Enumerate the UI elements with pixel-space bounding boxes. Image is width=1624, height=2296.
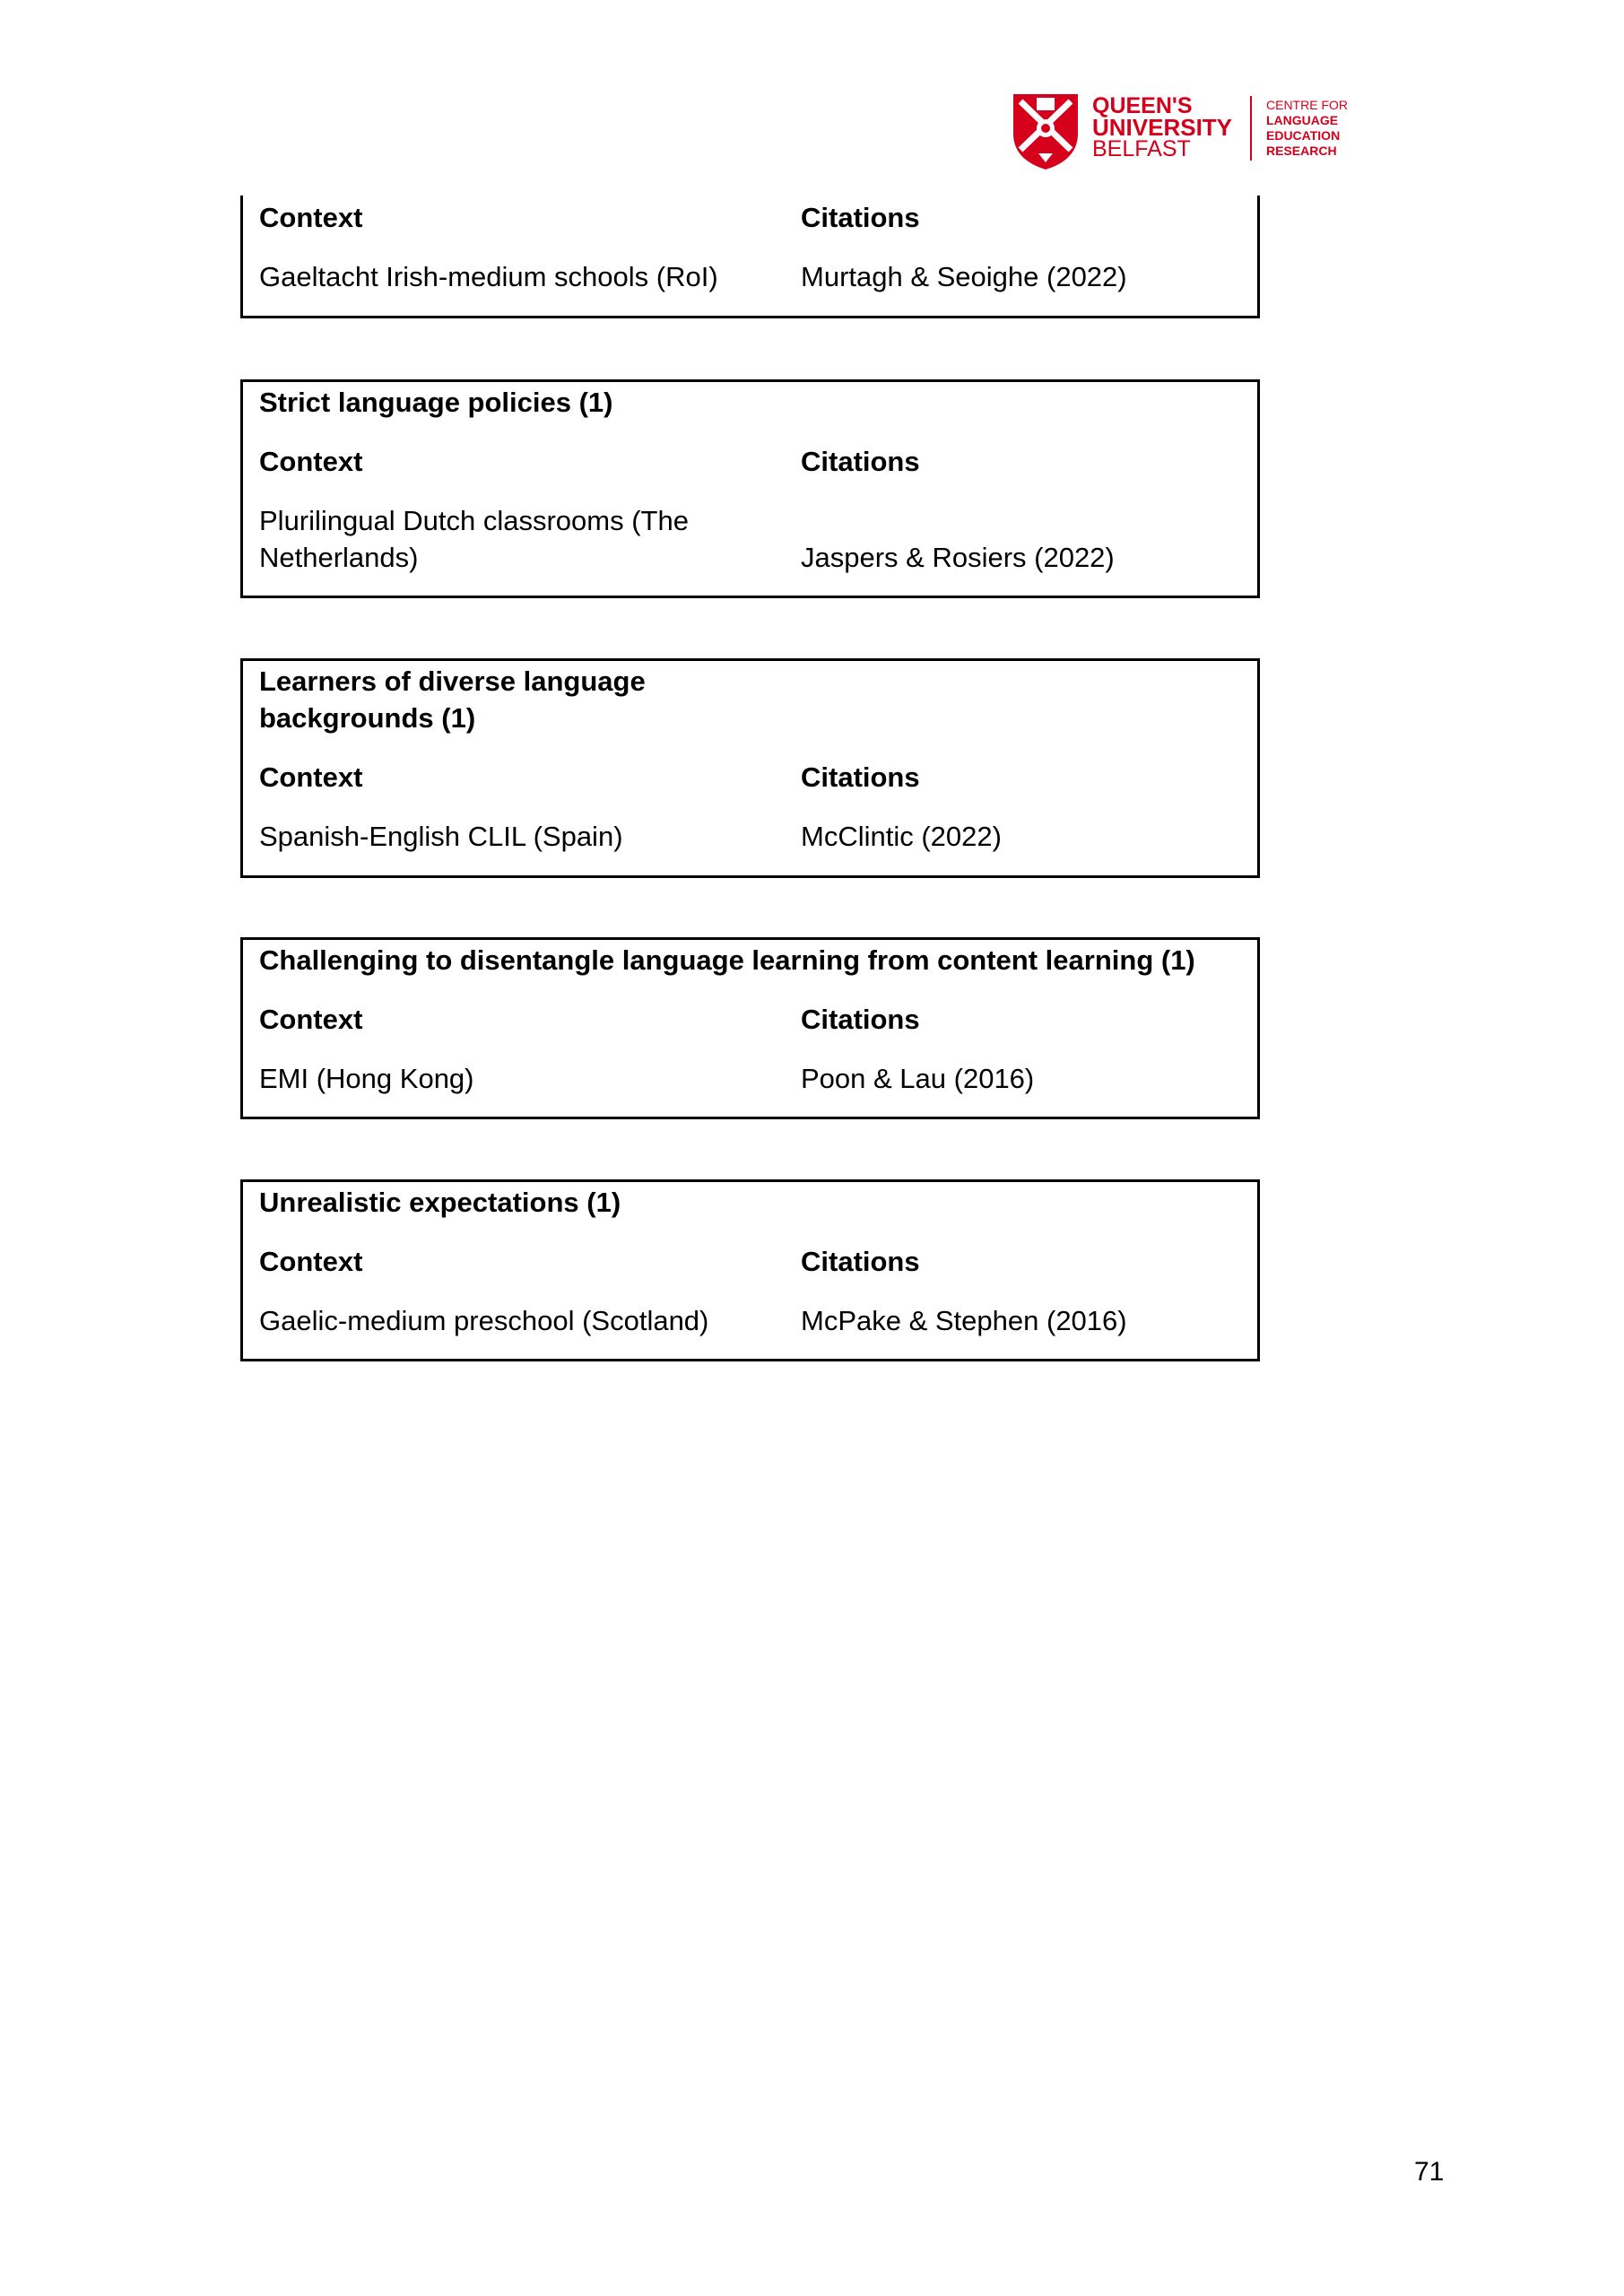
table-strict-language-policies: [240, 379, 1260, 598]
context-value: Gaelic-medium preschool (Scotland): [259, 1305, 709, 1336]
context-label: Context: [259, 202, 363, 233]
table-gaeltacht: [240, 196, 1260, 318]
centre-line-3: EDUCATION: [1266, 128, 1341, 143]
context-value: Gaeltacht Irish-medium schools (RoI): [259, 261, 718, 292]
table-unrealistic-expectations: [240, 1179, 1260, 1361]
logo-divider: [1250, 96, 1252, 161]
citation-value: Jaspers & Rosiers (2022): [801, 542, 1115, 573]
university-line-1: QUEEN'S: [1092, 93, 1193, 118]
page-number: 71: [1414, 2157, 1445, 2187]
university-line-3: BELFAST: [1092, 136, 1191, 161]
citation-value: Poon & Lau (2016): [801, 1063, 1035, 1094]
citation-value: McClintic (2022): [801, 821, 1002, 852]
table-heading: Strict language policies (1): [259, 387, 613, 418]
qub-cler-logo: [1012, 92, 1367, 175]
citation-value: McPake & Stephen (2016): [801, 1305, 1127, 1336]
table-heading: Challenging to disentangle language learning from content learning (1): [259, 944, 1195, 976]
qub-shield-icon: [1012, 92, 1080, 171]
citations-label: Citations: [801, 761, 920, 793]
university-name: [1092, 95, 1232, 160]
centre-line-2: LANGUAGE: [1266, 113, 1339, 127]
table-heading: Learners of diverse language backgrounds (1): [259, 665, 646, 734]
citations-label: Citations: [801, 1004, 920, 1035]
centre-line-4: RESEARCH: [1266, 144, 1337, 158]
citation-value: Murtagh & Seoighe (2022): [801, 261, 1127, 292]
context-label: Context: [259, 1246, 363, 1277]
context-label: Context: [259, 1004, 363, 1035]
context-value: Spanish-English CLIL (Spain): [259, 821, 623, 852]
context-label: Context: [259, 761, 363, 793]
citations-label: Citations: [801, 446, 920, 477]
table-heading: Unrealistic expectations (1): [259, 1187, 621, 1218]
citations-label: Citations: [801, 1246, 920, 1277]
table-disentangle-language-content: [240, 937, 1260, 1119]
university-line-2: UNIVERSITY: [1092, 114, 1233, 141]
centre-line-1: CENTRE FOR: [1266, 98, 1348, 112]
centre-name: [1266, 98, 1348, 159]
citations-label: Citations: [801, 202, 920, 233]
table-diverse-language-backgrounds: [240, 658, 1260, 878]
context-value: Plurilingual Dutch classrooms (The Netherlands): [259, 505, 689, 573]
context-label: Context: [259, 446, 363, 477]
context-value: EMI (Hong Kong): [259, 1063, 474, 1094]
